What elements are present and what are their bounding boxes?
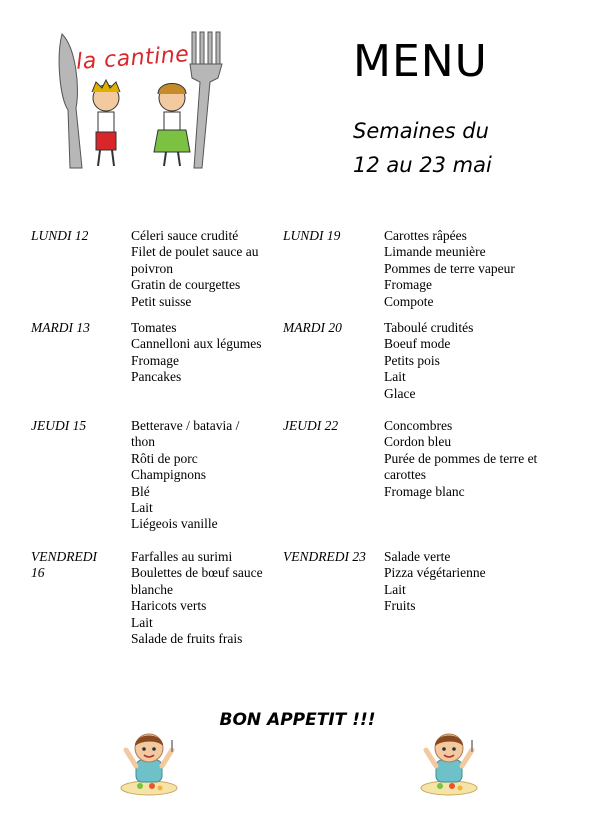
day-label: LUNDI 19 [283, 228, 341, 243]
dish-item: Fromage [384, 277, 432, 293]
dish-item: Fruits [384, 598, 416, 614]
dish-item: Lait [131, 500, 153, 516]
dish-item: Concombres [384, 418, 453, 433]
child-eating-icon [416, 728, 482, 798]
dish-list [131, 418, 253, 533]
subtitle-line-1: Semaines du [353, 119, 489, 143]
dish-item: Filet de poulet sauce au poivron [131, 244, 259, 276]
dish-list [131, 320, 281, 386]
dish-item: Céleri sauce crudité [131, 228, 239, 243]
dish-item: Farfalles au surimi [131, 549, 233, 564]
dish-item: Cordon bleu [384, 434, 452, 450]
page-subtitle [353, 114, 573, 182]
dish-item: Boeuf mode [384, 336, 451, 352]
dish-list [384, 549, 559, 615]
dish-list [384, 228, 559, 310]
dish-item: Carottes râpées [384, 228, 467, 243]
dish-item: Lait [384, 581, 406, 597]
dish-item: Lait [384, 369, 406, 385]
cantine-logo [54, 28, 224, 176]
dish-item: Boulettes de bœuf sauce blanche [131, 565, 263, 597]
child-eating-icon [116, 728, 182, 798]
dish-item: Pancakes [131, 369, 182, 385]
day-label: LUNDI 12 [31, 228, 89, 243]
dish-item: Salade de fruits frais [131, 631, 243, 647]
page-title: MENU [353, 36, 488, 87]
day-label: MARDI 13 [31, 320, 90, 335]
dish-item: Haricots verts [131, 598, 207, 614]
dish-item: Rôti de porc [131, 450, 198, 466]
dish-item: Tomates [131, 320, 177, 335]
subtitle-line-2: 12 au 23 mai [353, 153, 492, 177]
dish-list [131, 549, 281, 647]
day-label: JEUDI 22 [283, 418, 339, 433]
dish-item: Compote [384, 293, 434, 309]
dish-item: Champignons [131, 467, 207, 483]
dish-item: Petits pois [384, 352, 440, 368]
day-label: JEUDI 15 [31, 418, 87, 433]
day-label: VENDREDI 23 [283, 549, 366, 564]
dish-item: Pommes de terre vapeur [384, 260, 515, 276]
bon-appetit-text: BON APPETIT !!! [219, 710, 376, 730]
day-label: VENDREDI 16 [31, 549, 97, 581]
dish-item: Blé [131, 483, 150, 499]
dish-item: Petit suisse [131, 293, 192, 309]
dish-item: Limande meunière [384, 244, 486, 260]
dish-item: Fromage [131, 352, 179, 368]
dish-list [131, 228, 281, 310]
dish-item: Taboulé crudités [384, 320, 474, 335]
day-label: MARDI 20 [283, 320, 342, 335]
dish-item: Fromage blanc [384, 483, 465, 499]
dish-item: Lait [131, 614, 153, 630]
dish-item: Gratin de courgettes [131, 277, 241, 293]
dish-item: Salade verte [384, 549, 451, 564]
logo-text: la cantine [75, 42, 191, 75]
dish-item: Betterave / batavia / thon [131, 418, 240, 450]
dish-list [384, 320, 559, 402]
dish-item: Purée de pommes de terre et carottes [384, 450, 538, 483]
dish-item: Glace [384, 385, 416, 401]
dish-item: Pizza végétarienne [384, 565, 486, 581]
dish-list [384, 418, 559, 500]
dish-item: Cannelloni aux légumes [131, 336, 262, 352]
dish-item: Liégeois vanille [131, 516, 218, 532]
